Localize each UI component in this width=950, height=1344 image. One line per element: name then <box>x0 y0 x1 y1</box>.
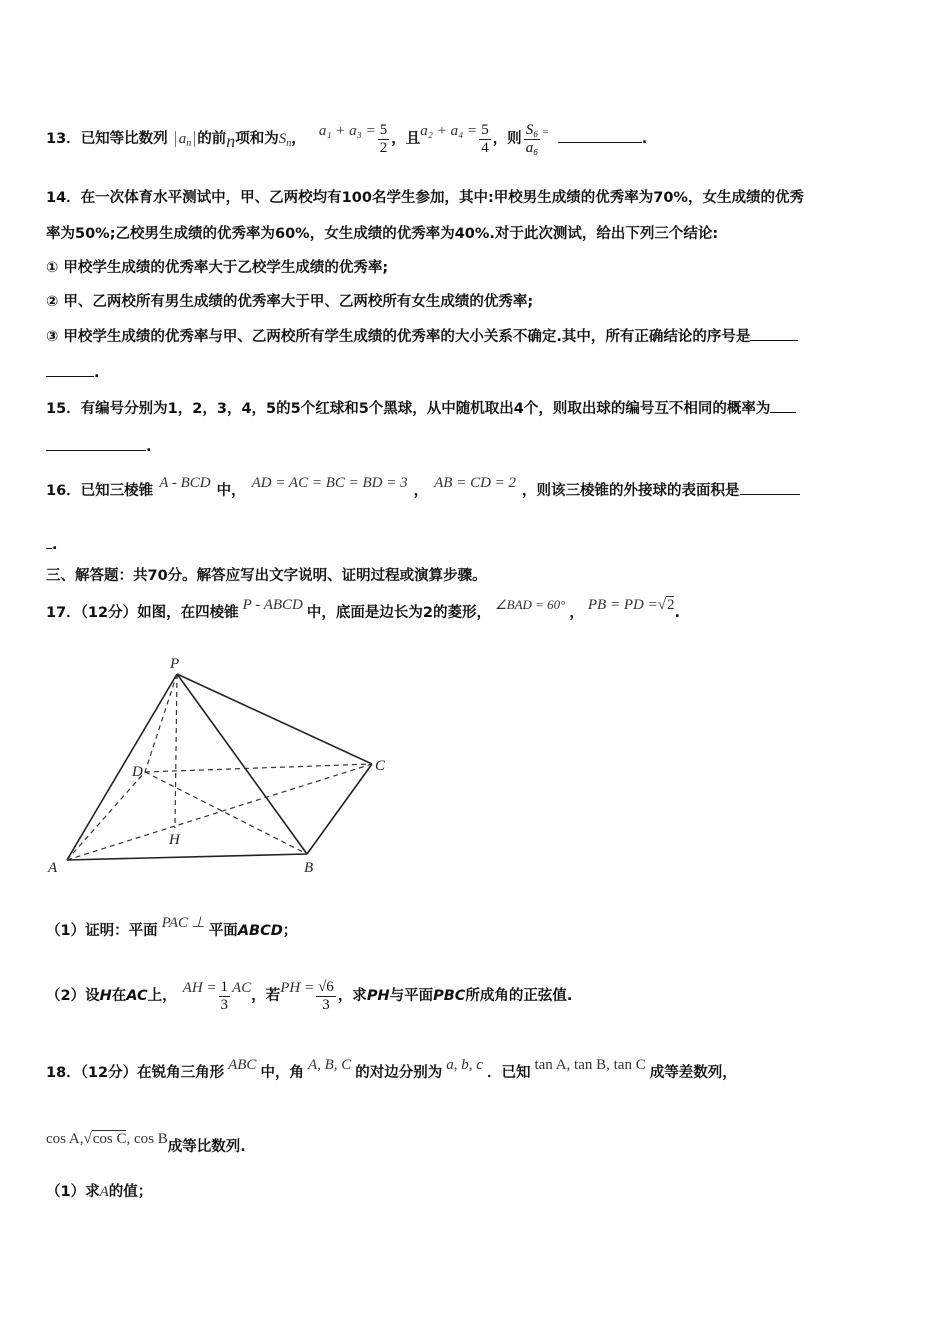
q17-part1-text-b: 平面 <box>208 923 238 939</box>
q14-blank-line <box>46 362 100 383</box>
q14-line1: 14．在一次体育水平测试中，甲、乙两校均有100名学生参加，其中:甲校男生成绩的优秀率为70%，女生成绩的优秀 <box>46 190 804 206</box>
q17-text-b: 中，底面是边长为2的菱形， <box>306 605 491 621</box>
q16-answer-blank-a[interactable] <box>740 480 800 495</box>
q16-pyramid: A - BCD <box>159 475 211 491</box>
q16-blank-line <box>46 534 58 555</box>
q17-part1-end: ； <box>282 923 298 939</box>
q17-part2-text-f: 与平面 <box>389 988 434 1004</box>
q13-frac1: $\frac{5}{2}$ <box>379 121 388 156</box>
q14-item1: ① 甲校学生成绩的优秀率大于乙校学生成绩的优秀率; <box>46 260 389 276</box>
edge-PD <box>145 674 177 772</box>
q14-answer-blank-a[interactable] <box>750 326 798 341</box>
q18-cosA: cos A, <box>46 1131 84 1147</box>
q18-angles: A, B, C <box>307 1057 352 1073</box>
q14-item3-line <box>46 326 798 347</box>
q17-part2-text-g: 所成角的正弦值. <box>465 988 573 1004</box>
q14-item3: ③ 甲校学生成绩的优秀率与甲、乙两校所有学生成绩的优秀率的大小关系不确定.其中，所有正确结论的序号是 <box>46 329 751 345</box>
q17-part2 <box>46 976 572 1016</box>
q17-part2-frac1: $\frac{1}{3}$ <box>220 978 229 1013</box>
q18-part1-text-a: （1）求 <box>46 1184 100 1200</box>
q15-line1: 15．有编号分别为1，2，3，4，5的5个红球和5个黑球，从中随机取出4个，则取出球的编号互不相同的概率为 <box>46 401 771 417</box>
label-H: H <box>169 832 180 848</box>
q13-S: $S_n$ <box>278 131 292 149</box>
diagonal-AC <box>67 764 372 860</box>
q15-line1-wrap <box>46 398 796 419</box>
edge-AB <box>67 854 307 860</box>
q15-answer-blank-b[interactable] <box>46 436 146 451</box>
q15-answer-blank-a[interactable] <box>770 398 796 413</box>
q17-part2-frac2: $\frac{√6}{3}$ <box>318 978 334 1013</box>
q14-item2: ② 甲、乙两校所有男生成绩的优秀率大于甲、乙两校所有女生成绩的优秀率; <box>46 294 534 310</box>
q13-line <box>46 120 647 161</box>
q17-part1-text-a: （1）证明：平面 <box>46 923 158 939</box>
q17-part2-eq1-lhs: AH = <box>182 980 217 996</box>
q17-part2-text-e: ，求 <box>337 988 367 1004</box>
q13-ratio: $\frac{\text{S₆}}{\text{a₆}}$ <box>525 121 539 156</box>
q18-part1 <box>46 1182 152 1202</box>
q17-part2-PBC: PBC <box>433 988 466 1004</box>
q18-line1 <box>46 1057 737 1086</box>
q13-text-c: 项和为 <box>235 131 279 147</box>
q17-eq: PB = PD = <box>587 597 658 613</box>
q18-part1-A: A <box>99 1184 109 1200</box>
q16-text-a: 16．已知三棱锥 <box>46 483 154 499</box>
q17-sqrt: √2 <box>657 597 675 613</box>
q18-cosB: , cos B <box>126 1131 168 1147</box>
q13-seq: $a_n$ <box>175 131 196 147</box>
section3-heading: 三、解答题：共70分。解答应写出文字说明、证明过程或演算步骤。 <box>46 568 487 584</box>
q13-number: 13． <box>46 131 81 147</box>
label-A: A <box>48 860 58 876</box>
q18-text-c: 的对边分别为 <box>355 1065 443 1081</box>
q16-end: . <box>52 537 58 553</box>
q13-text-b: 的前 <box>197 131 227 147</box>
q17-part2-text-d: ，若 <box>251 988 281 1004</box>
q13-frac2: $\frac{5}{4}$ <box>481 121 489 156</box>
segment-PH <box>175 674 177 828</box>
q17-comma: ， <box>569 605 584 621</box>
q14-end: . <box>94 365 100 381</box>
q17-part2-text-c: 上， <box>147 988 177 1004</box>
q18-text-b: 中，角 <box>260 1065 304 1081</box>
q17-part2-text-b: 在 <box>111 988 127 1004</box>
q16-text-c: ，则该三棱锥的外接球的表面积是 <box>522 483 740 499</box>
q17-part1-plane2: ABCD <box>237 923 283 939</box>
label-P: P <box>170 656 180 672</box>
label-D: D <box>132 764 143 780</box>
q15-blank-line <box>46 436 152 457</box>
q17-part2-eq2-lhs: PH = <box>280 980 315 996</box>
q18-line2 <box>46 1131 246 1160</box>
q18-line2-text: 成等比数列. <box>167 1139 246 1155</box>
q16-line <box>46 475 800 504</box>
edge-DC <box>145 764 372 772</box>
q14-answer-blank-b[interactable] <box>46 362 94 377</box>
q16-text-b: 中， <box>216 483 246 499</box>
q17-part2-PH: PH <box>366 988 390 1004</box>
q13-answer-blank[interactable] <box>558 128 642 143</box>
q18-sqrt-cosC: √cos C <box>83 1131 127 1147</box>
q17-part1-plane: PAC ⊥ <box>161 915 205 931</box>
q17-line <box>46 597 680 626</box>
q16-eq1: AD = AC = BC = BD = 3 <box>251 475 408 491</box>
q18-sides: a, b, c <box>446 1057 483 1073</box>
q18-text-e: 成等差数列， <box>649 1065 737 1081</box>
q14-line2: 率为50%;乙校男生成绩的优秀率为60%，女生成绩的优秀率为40%.对于此次测试，给出下列三个结论: <box>46 226 719 242</box>
q17-part2-H: H <box>99 988 112 1004</box>
q18-tri: ABC <box>228 1057 257 1073</box>
edge-BC <box>307 764 372 854</box>
edge-PB <box>177 674 307 854</box>
q13-text-a: 已知等比数列 <box>80 131 168 147</box>
q18-text-a: 18．（12分）在锐角三角形 <box>46 1065 225 1081</box>
q17-part2-text-a: （2）设 <box>46 988 100 1004</box>
q13-text-e: ，则 <box>492 131 522 147</box>
q13-comma: ， <box>291 131 306 147</box>
q13-text-d: ，且 <box>391 131 421 147</box>
q17-part1 <box>46 915 298 944</box>
q17-pyramid: P - ABCD <box>242 597 303 613</box>
q17-part2-eq1-rhs: AC <box>232 980 252 996</box>
q16-eq2: AB = CD = 2 <box>434 475 517 491</box>
q13-eq1-lhs: a₁ + a₃ = <box>318 123 376 139</box>
edge-PA <box>67 674 177 860</box>
pyramid-figure <box>42 648 402 880</box>
q18-tans: tan A, tan B, tan C <box>534 1057 646 1073</box>
q17-angle: ∠BAD = 60° <box>494 597 566 612</box>
label-B: B <box>304 860 314 876</box>
edge-AD <box>67 772 145 860</box>
q13-eq2-lhs: a₂ + a₄ = <box>420 123 478 139</box>
q15-end: . <box>146 439 152 455</box>
q17-part2-AC: AC <box>126 988 148 1004</box>
q17-text-a: 17．（12分）如图，在四棱锥 <box>46 605 239 621</box>
q16-comma: ， <box>413 483 429 499</box>
q17-end: . <box>674 605 680 621</box>
q18-text-d: ．已知 <box>486 1065 531 1081</box>
label-C: C <box>375 758 386 774</box>
q13-n: n <box>226 131 236 151</box>
q13-ratio-eq: = <box>542 126 549 138</box>
q13-end: . <box>641 131 648 147</box>
q18-part1-text-b: 的值； <box>108 1184 153 1200</box>
edge-PC <box>177 674 372 764</box>
